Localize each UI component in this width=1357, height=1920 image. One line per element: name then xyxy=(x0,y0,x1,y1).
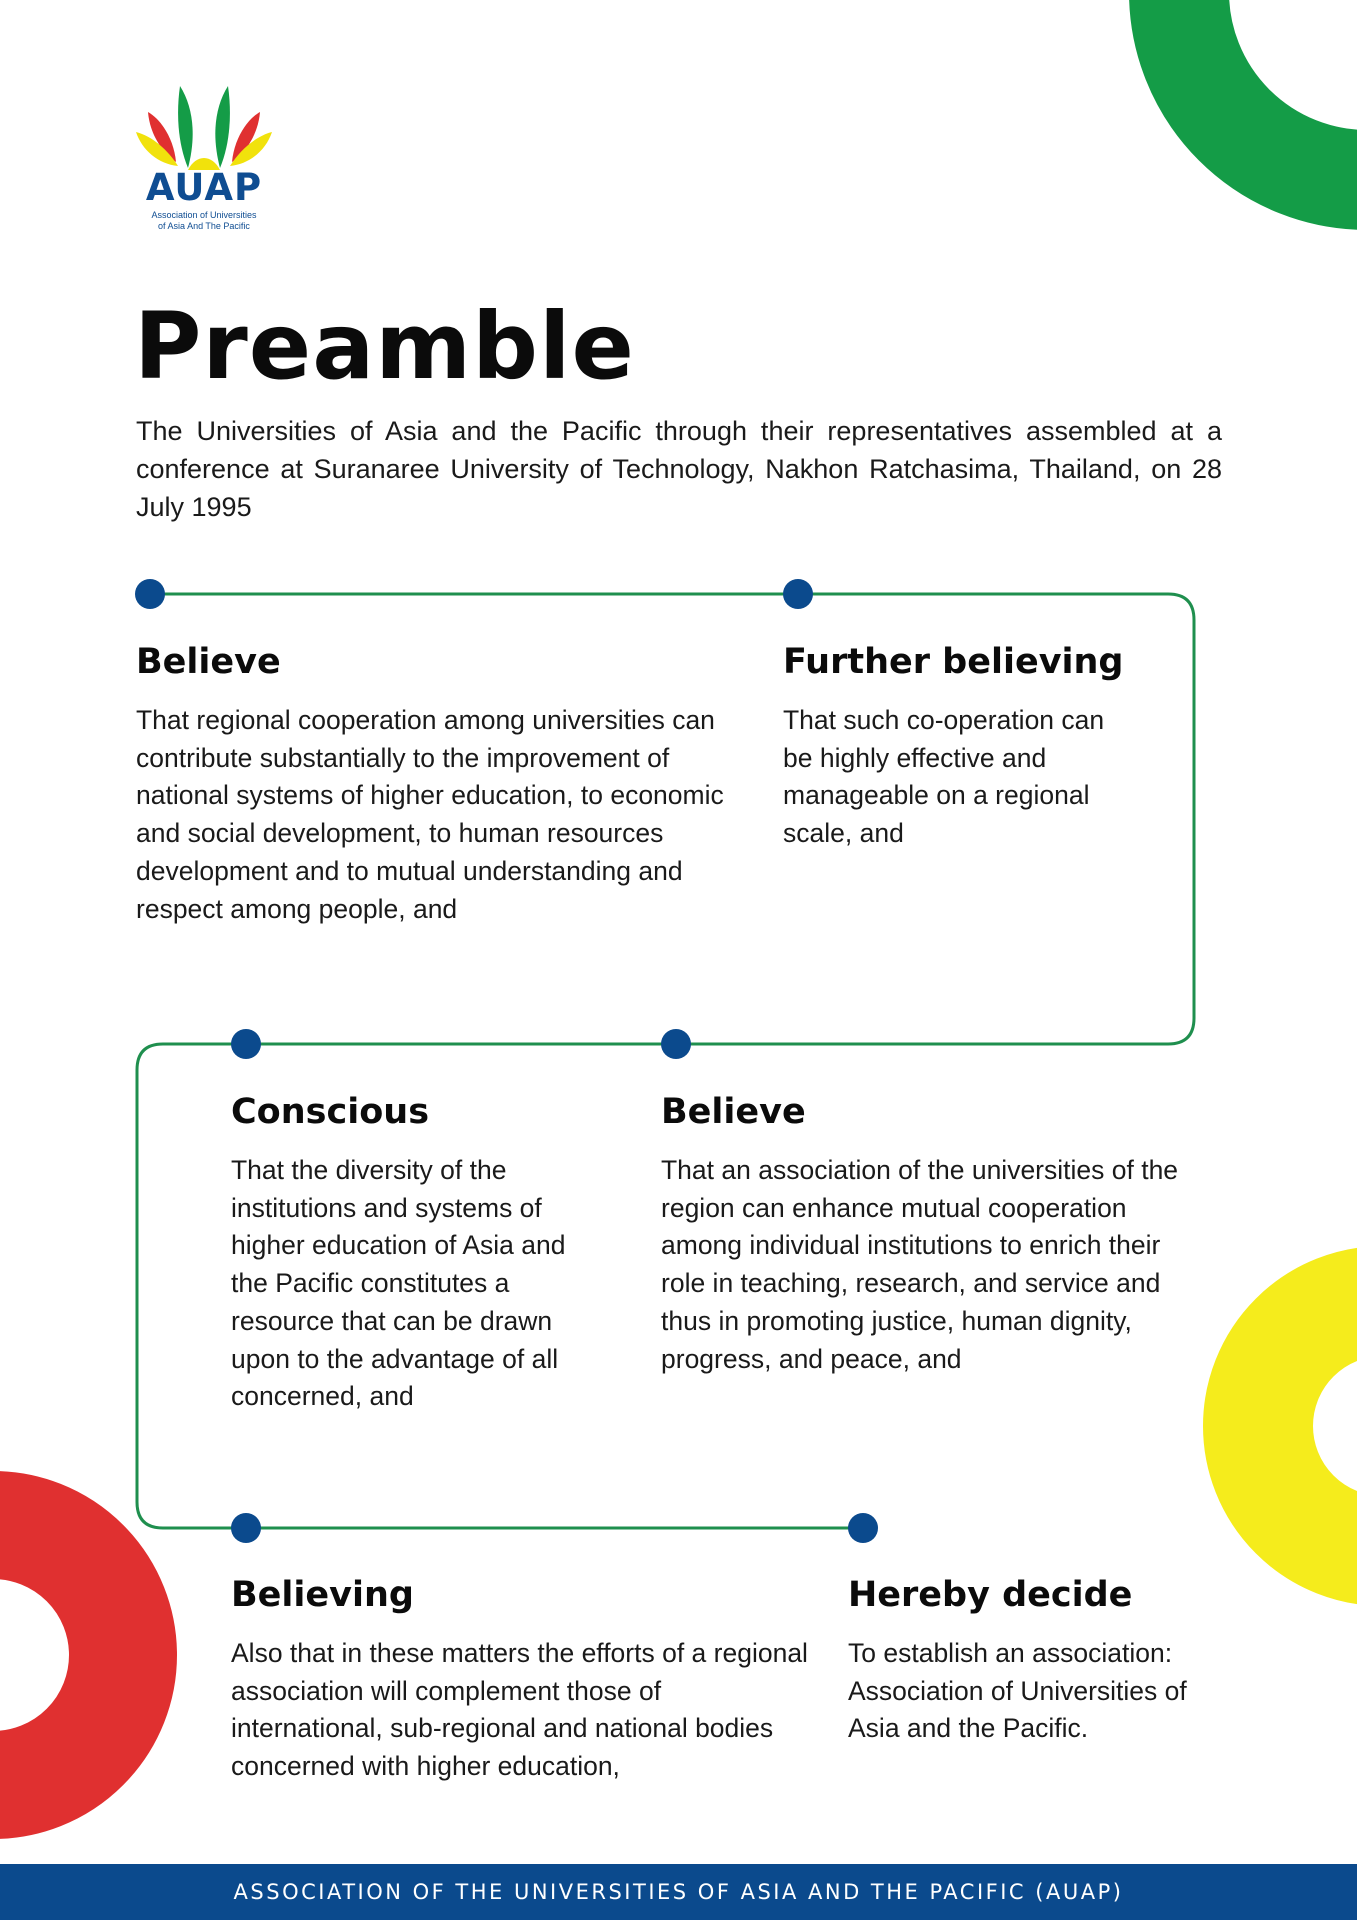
section-heading: Believe xyxy=(136,642,281,682)
auap-logo xyxy=(136,84,272,234)
section-text: Also that in these matters the efforts of a regional association will complement those of international, sub-regional and national bodies concerned with higher education, xyxy=(231,1638,808,1782)
logo-subtitle-line2: of Asia And The Pacific xyxy=(158,221,250,231)
section-heading: Believe xyxy=(661,1092,806,1132)
section-heading: Further believing xyxy=(783,642,1124,682)
timeline-dot xyxy=(848,1513,878,1543)
section-heading: Hereby decide xyxy=(848,1575,1133,1615)
timeline-dot xyxy=(661,1029,691,1059)
section-text: That the diversity of the institutions and systems of higher education of Asia and the Pacific constitutes a resource that can be drawn upon to the advantage of all concerned, and xyxy=(231,1155,566,1412)
intro-paragraph: The Universities of Asia and the Pacific through their representatives assembled at a conference at Suranaree University of Technology, Nakhon Ratchasima, Thailand, on 28 July 1995 xyxy=(136,416,1222,522)
section-text: That such co-operation can be highly effective and manageable on a regional scale, and xyxy=(783,705,1105,849)
footer-bar xyxy=(0,1864,1357,1920)
logo-acronym: AUAP xyxy=(145,166,263,209)
yellow-ring-decoration xyxy=(1195,1240,1357,1610)
section-heading: Believing xyxy=(231,1575,414,1615)
timeline-dot xyxy=(135,579,165,609)
page-title: Preamble xyxy=(134,293,635,400)
lotus-logo-icon xyxy=(136,84,272,174)
red-ring-shape xyxy=(0,1525,123,1785)
timeline-dot xyxy=(231,1029,261,1059)
section-text: That an association of the universities of the region can enhance mutual cooperation among individual institutions to enrich their role in teaching, research, and service and thus in promoting justice, human dignity, progress, and peace, and xyxy=(661,1155,1179,1374)
yellow-ring-shape xyxy=(1258,1301,1357,1551)
footer-text: ASSOCIATION OF THE UNIVERSITIES OF ASIA AND THE PACIFIC (AUAP) xyxy=(233,1880,1124,1904)
green-ring-shape xyxy=(1179,0,1357,180)
green-ring-decoration xyxy=(1120,0,1357,236)
red-ring-decoration xyxy=(0,1465,190,1845)
section-heading: Conscious xyxy=(231,1092,430,1132)
section-text: To establish an association: Association of Universities of Asia and the Pacific. xyxy=(848,1638,1187,1744)
timeline-dot xyxy=(231,1513,261,1543)
section-text: That regional cooperation among universities can contribute substantially to the improvement of national systems of higher education, to economic and social development, to human resources development and to mutual understanding and respect among people, and xyxy=(136,705,724,924)
logo-subtitle-line1: Association of Universities xyxy=(151,210,257,220)
timeline-dot xyxy=(783,579,813,609)
